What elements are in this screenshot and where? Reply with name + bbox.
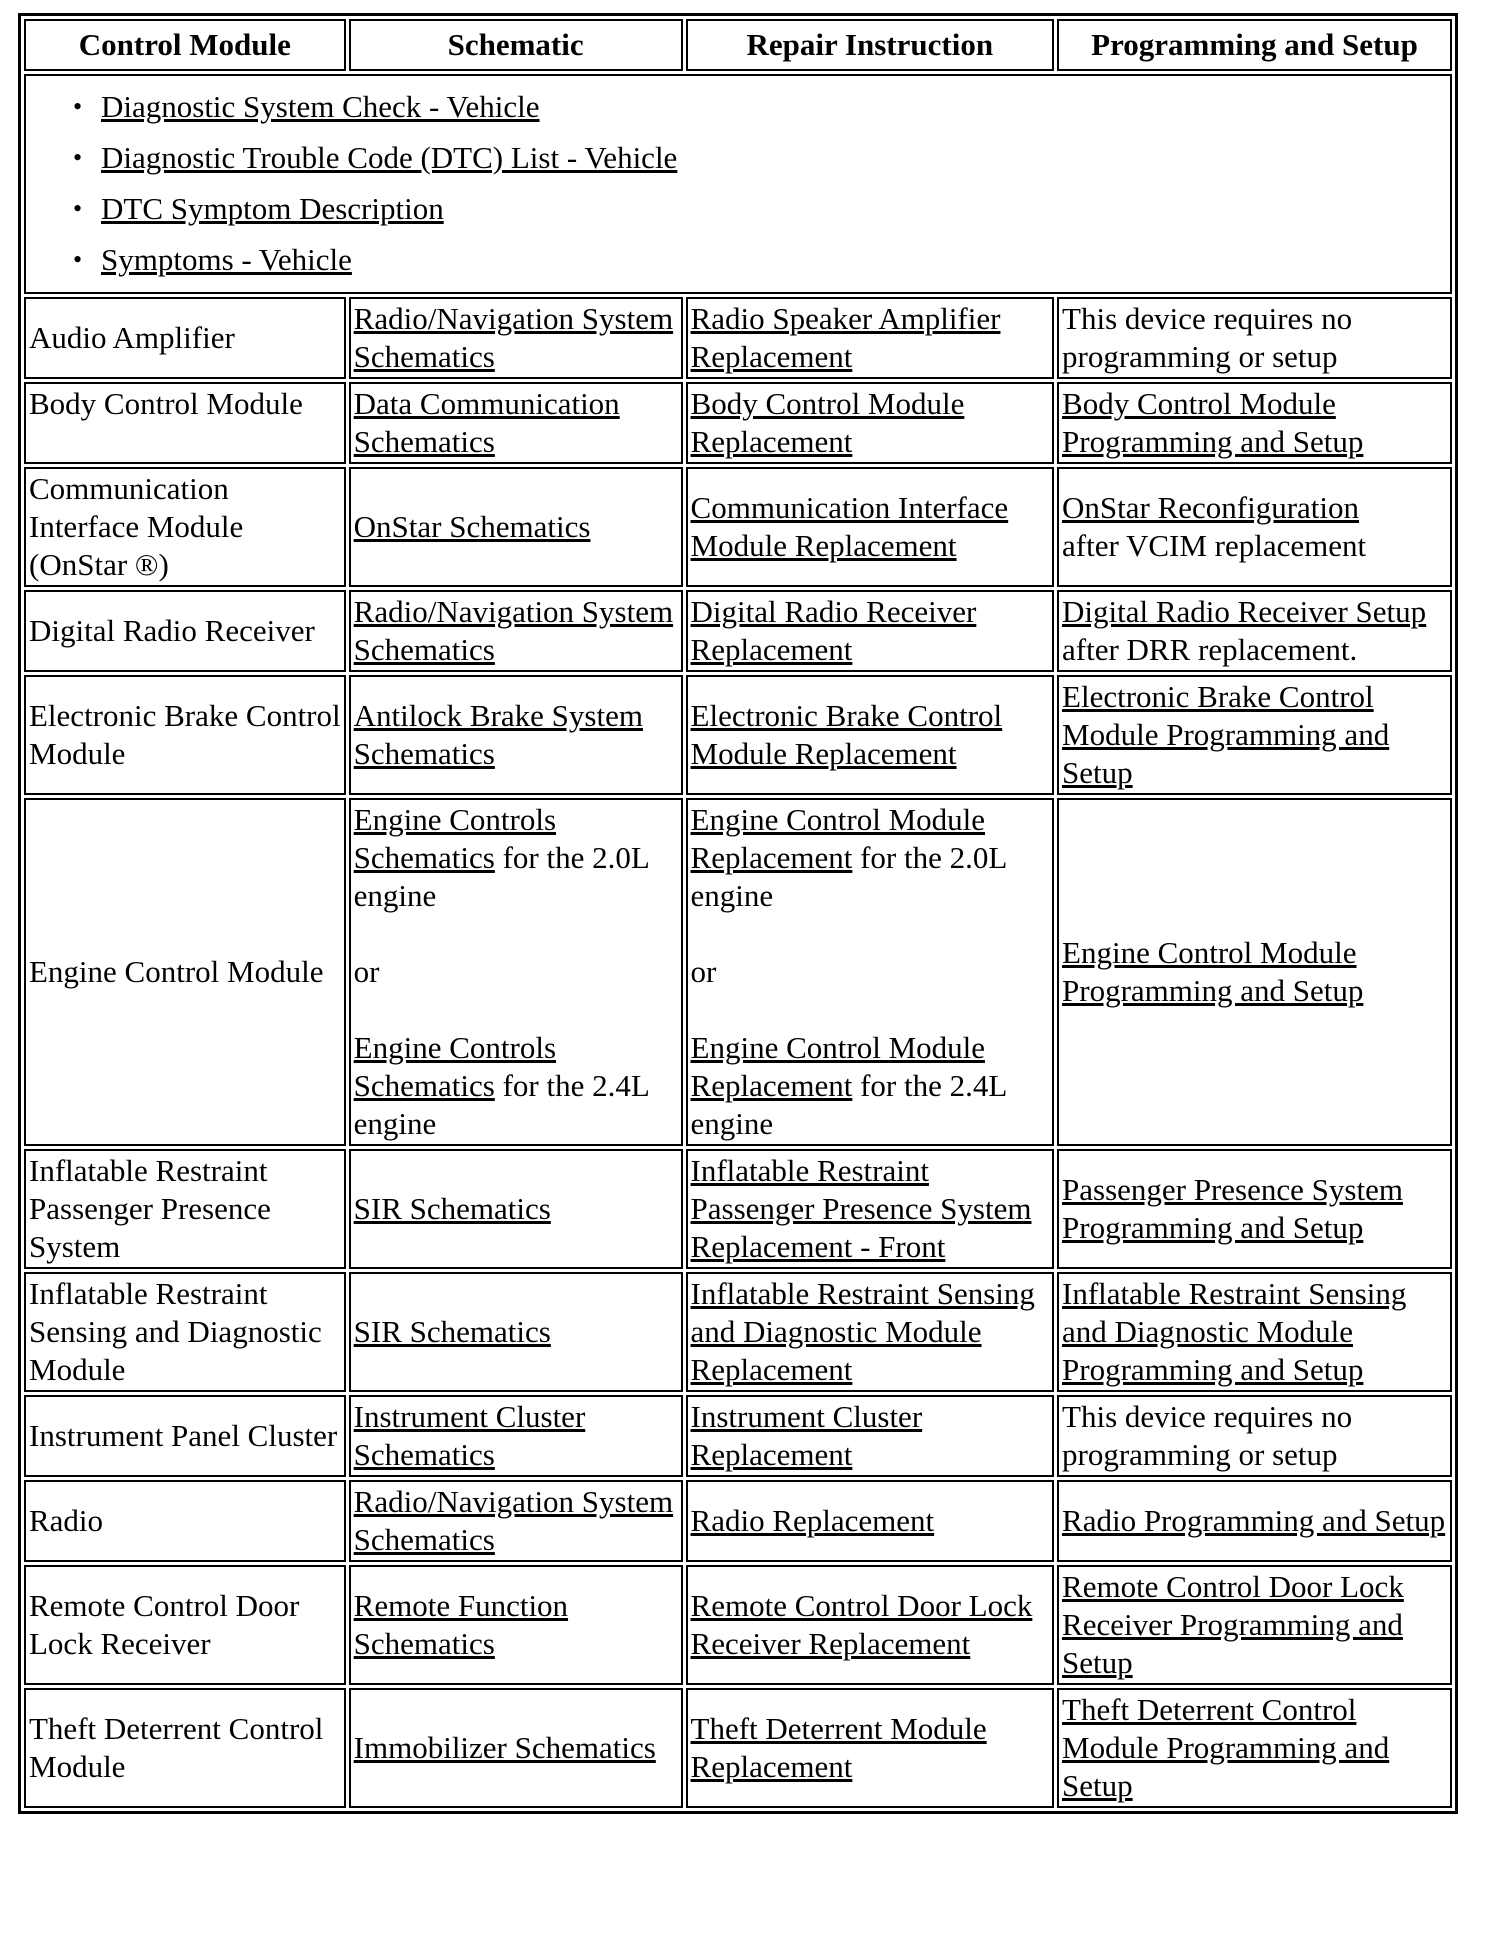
repair-link[interactable]: Remote Control Door Lock Receiver Replacement (690, 1588, 1033, 1661)
programming-suffix: after VCIM replacement (1062, 528, 1367, 563)
table-row (24, 1688, 1452, 1808)
module-name: Radio (24, 1480, 346, 1562)
module-name: Inflatable Restraint Sensing and Diagnostic Module (24, 1272, 346, 1392)
header-repair-instruction: Repair Instruction (686, 19, 1054, 71)
header-row (24, 19, 1452, 71)
or-text: or (353, 954, 380, 989)
programming-link[interactable]: OnStar Reconfiguration (1062, 490, 1360, 525)
schematic-link[interactable]: OnStar Schematics (353, 509, 591, 544)
control-module-table (18, 13, 1458, 1814)
programming-cell (1057, 1480, 1452, 1562)
list-item (101, 183, 1447, 234)
programming-cell (1057, 1149, 1452, 1269)
module-name: Engine Control Module (24, 798, 346, 1146)
schematic-link[interactable]: SIR Schematics (353, 1314, 551, 1349)
header-programming-setup: Programming and Setup (1057, 19, 1452, 71)
schematic-cell (349, 1480, 683, 1562)
repair-link[interactable]: Body Control Module Replacement (690, 386, 965, 459)
repair-suffix-2-4l: for the 2.4L engine (690, 1068, 1007, 1141)
schematic-link[interactable]: Radio/Navigation System Schematics (353, 301, 674, 374)
schematic-cell (349, 382, 683, 464)
programming-note: This device requires no programming or setup (1057, 1395, 1452, 1477)
schematic-link[interactable]: Radio/Navigation System Schematics (353, 1484, 674, 1557)
programming-link[interactable]: Engine Control Module Programming and Setup (1062, 935, 1364, 1008)
repair-cell (686, 590, 1054, 672)
repair-link[interactable]: Inflatable Restraint Passenger Presence System Replacement - Front (690, 1153, 1032, 1264)
document-page (18, 13, 1458, 1814)
table-row (24, 798, 1452, 1146)
schematic-cell (349, 1565, 683, 1685)
table-row (24, 1149, 1452, 1269)
table-row (24, 382, 1452, 464)
schematic-cell (349, 1395, 683, 1477)
repair-cell (686, 1480, 1054, 1562)
list-item (101, 81, 1447, 132)
module-name: Remote Control Door Lock Receiver (24, 1565, 346, 1685)
schematic-cell (349, 1272, 683, 1392)
link-diagnostic-system-check[interactable]: Diagnostic System Check - Vehicle (101, 89, 540, 124)
repair-link[interactable]: Communication Interface Module Replacement (690, 490, 1009, 563)
table-row (24, 297, 1452, 379)
programming-link[interactable]: Digital Radio Receiver Setup (1062, 594, 1427, 629)
link-dtc-symptom-description[interactable]: DTC Symptom Description (101, 191, 444, 226)
repair-link[interactable]: Instrument Cluster Replacement (690, 1399, 923, 1472)
link-dtc-list[interactable]: Diagnostic Trouble Code (DTC) List - Vehicle (101, 140, 678, 175)
programming-link[interactable]: Passenger Presence System Programming and Setup (1062, 1172, 1403, 1245)
schematic-suffix-2-4l: for the 2.4L engine (353, 1068, 649, 1141)
schematic-cell (349, 675, 683, 795)
header-control-module: Control Module (24, 19, 346, 71)
module-name: Theft Deterrent Control Module (24, 1688, 346, 1808)
repair-cell (686, 1272, 1054, 1392)
schematic-cell (349, 798, 683, 1146)
schematic-link[interactable]: Immobilizer Schematics (353, 1730, 656, 1765)
general-links-list (29, 81, 1447, 285)
repair-cell (686, 1149, 1054, 1269)
table-row (24, 590, 1452, 672)
programming-cell (1057, 798, 1452, 1146)
schematic-cell (349, 467, 683, 587)
programming-cell (1057, 590, 1452, 672)
schematic-link[interactable]: Instrument Cluster Schematics (353, 1399, 586, 1472)
schematic-link-2-0l[interactable]: Engine Controls Schematics (353, 802, 557, 875)
general-links-row (24, 74, 1452, 294)
schematic-link[interactable]: Radio/Navigation System Schematics (353, 594, 674, 667)
programming-cell (1057, 675, 1452, 795)
or-text: or (690, 954, 717, 989)
programming-cell (1057, 1272, 1452, 1392)
table-row (24, 1480, 1452, 1562)
programming-cell (1057, 1565, 1452, 1685)
repair-cell (686, 1565, 1054, 1685)
schematic-cell (349, 1688, 683, 1808)
module-name: Communication Interface Module (OnStar ®) (24, 467, 346, 587)
programming-cell (1057, 467, 1452, 587)
list-item (101, 132, 1447, 183)
list-item (101, 234, 1447, 285)
programming-link[interactable]: Electronic Brake Control Module Programming and Setup (1062, 679, 1390, 790)
module-name: Digital Radio Receiver (24, 590, 346, 672)
repair-link[interactable]: Digital Radio Receiver Replacement (690, 594, 977, 667)
programming-link[interactable]: Theft Deterrent Control Module Programming and Setup (1062, 1692, 1390, 1803)
module-name: Inflatable Restraint Passenger Presence System (24, 1149, 346, 1269)
repair-suffix-2-0l: for the 2.0L engine (690, 840, 1007, 913)
programming-suffix: after DRR replacement. (1062, 632, 1358, 667)
programming-cell (1057, 382, 1452, 464)
table-row (24, 675, 1452, 795)
table-row (24, 467, 1452, 587)
repair-cell (686, 297, 1054, 379)
repair-cell (686, 675, 1054, 795)
module-name: Body Control Module (24, 382, 346, 464)
schematic-link[interactable]: Data Communication Schematics (353, 386, 620, 459)
schematic-cell (349, 1149, 683, 1269)
programming-link[interactable]: Radio Programming and Setup (1062, 1503, 1446, 1538)
repair-cell (686, 798, 1054, 1146)
schematic-suffix-2-0l: for the 2.0L engine (353, 840, 649, 913)
schematic-link[interactable]: Antilock Brake System Schematics (353, 698, 643, 771)
repair-link[interactable]: Radio Replacement (690, 1503, 935, 1538)
repair-cell (686, 1395, 1054, 1477)
schematic-link[interactable]: SIR Schematics (353, 1191, 551, 1226)
general-links-cell (24, 74, 1452, 294)
table-row (24, 1272, 1452, 1392)
schematic-cell (349, 297, 683, 379)
repair-link-2-4l[interactable]: Engine Control Module Replacement (690, 1030, 986, 1103)
header-schematic: Schematic (349, 19, 683, 71)
repair-link-2-0l[interactable]: Engine Control Module Replacement (690, 802, 986, 875)
repair-link[interactable]: Radio Speaker Amplifier Replacement (690, 301, 1001, 374)
programming-cell (1057, 1688, 1452, 1808)
schematic-link-2-4l[interactable]: Engine Controls Schematics (353, 1030, 557, 1103)
schematic-cell (349, 590, 683, 672)
repair-cell (686, 382, 1054, 464)
link-symptoms-vehicle[interactable]: Symptoms - Vehicle (101, 242, 352, 277)
repair-link[interactable]: Electronic Brake Control Module Replacement (690, 698, 1003, 771)
table-row (24, 1395, 1452, 1477)
programming-note: This device requires no programming or setup (1057, 297, 1452, 379)
programming-link[interactable]: Inflatable Restraint Sensing and Diagnostic Module Programming and Setup (1062, 1276, 1407, 1387)
repair-link[interactable]: Theft Deterrent Module Replacement (690, 1711, 987, 1784)
repair-cell (686, 467, 1054, 587)
repair-cell (686, 1688, 1054, 1808)
module-name: Instrument Panel Cluster (24, 1395, 346, 1477)
module-name: Electronic Brake Control Module (24, 675, 346, 795)
programming-link[interactable]: Remote Control Door Lock Receiver Programming and Setup (1062, 1569, 1404, 1680)
programming-link[interactable]: Body Control Module Programming and Setup (1062, 386, 1364, 459)
repair-link[interactable]: Inflatable Restraint Sensing and Diagnostic Module Replacement (690, 1276, 1035, 1387)
table-row (24, 1565, 1452, 1685)
module-name: Audio Amplifier (24, 297, 346, 379)
schematic-link[interactable]: Remote Function Schematics (353, 1588, 569, 1661)
